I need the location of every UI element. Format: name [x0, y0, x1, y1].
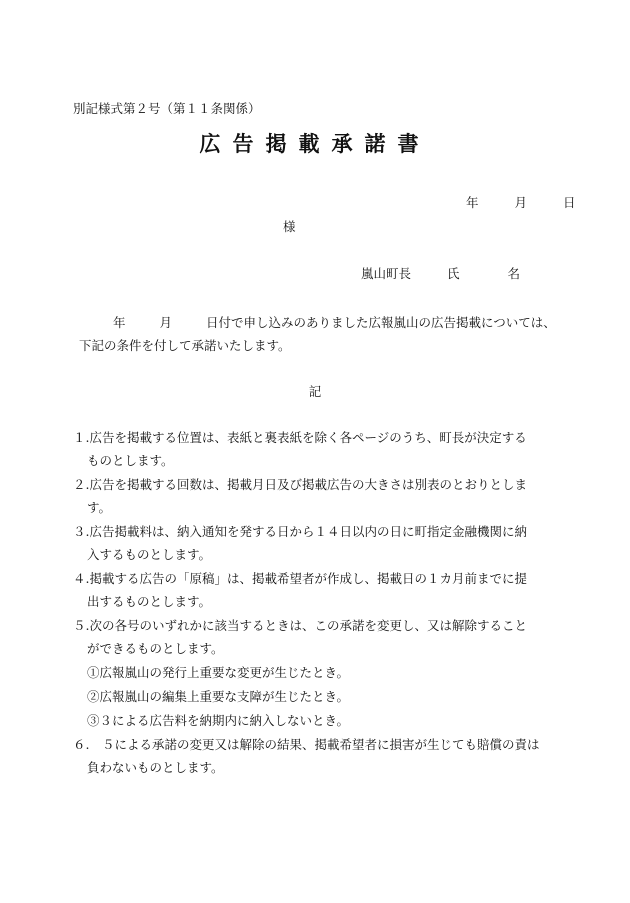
ki-heading: 記	[308, 384, 322, 399]
sub-item-3: ③３による広告料を納期内に納入しないとき。	[87, 713, 350, 728]
addressee-honorific: 様	[283, 219, 296, 234]
date-day-label: 日	[562, 195, 576, 210]
sender-name-label-1: 氏	[446, 266, 460, 281]
intro-year-label: 年	[113, 315, 126, 330]
condition-5-line-2: ができるものとします。	[87, 641, 224, 656]
condition-4-line-2: 出するものとします。	[87, 594, 212, 609]
date-month-label: 月	[514, 195, 527, 210]
condition-5-line-1: ５.次の各号のいずれかに該当するときは、この承諾を変更し、又は解除すること	[73, 618, 527, 633]
sub-item-1: ①広報嵐山の発行上重要な変更が生じたとき。	[87, 665, 350, 680]
condition-1-line-2: ものとします。	[87, 453, 174, 468]
intro-line-1	[113, 313, 556, 331]
condition-6-line-1: ６. ５による承諾の変更又は解除の結果、掲載希望者に損害が生じても賠償の責は	[73, 737, 540, 752]
document-title: 広告掲載承諾書	[199, 132, 431, 156]
condition-4-line-1: ４.掲載する広告の「原稿」は、掲載希望者が作成し、掲載日の１カ月前までに提	[73, 571, 527, 586]
condition-3-line-2: 入するものとします。	[87, 547, 212, 562]
sender-line	[361, 264, 520, 282]
date-line	[466, 193, 575, 211]
condition-2-line-2: す。	[87, 500, 112, 515]
condition-2-line-1: ２.広告を掲載する回数は、掲載月日及び掲載広告の大きさは別表のとおりとしま	[73, 477, 527, 492]
condition-6-line-2: 負わないものとします。	[87, 760, 224, 775]
intro-month-label: 月	[159, 315, 172, 330]
form-reference: 別記様式第２号（第１１条関係）	[73, 101, 261, 116]
condition-3-line-1: ３.広告掲載料は、納入通知を発する日から１４日以内の日に町指定金融機関に納	[73, 524, 527, 539]
sender-name-label-2: 名	[507, 266, 520, 281]
intro-text: 日付で申し込みのありました広報嵐山の広告掲載については、	[205, 315, 556, 330]
sender-title: 嵐山町長	[361, 266, 412, 281]
condition-1-line-1: １.広告を掲載する位置は、表紙と裏表紙を除く各ページのうち、町長が決定する	[73, 430, 527, 445]
intro-line-2: 下記の条件を付して承諾いたします。	[79, 338, 291, 353]
sub-item-2: ②広報嵐山の編集上重要な支障が生じたとき。	[87, 689, 350, 704]
date-year-label: 年	[466, 195, 479, 210]
